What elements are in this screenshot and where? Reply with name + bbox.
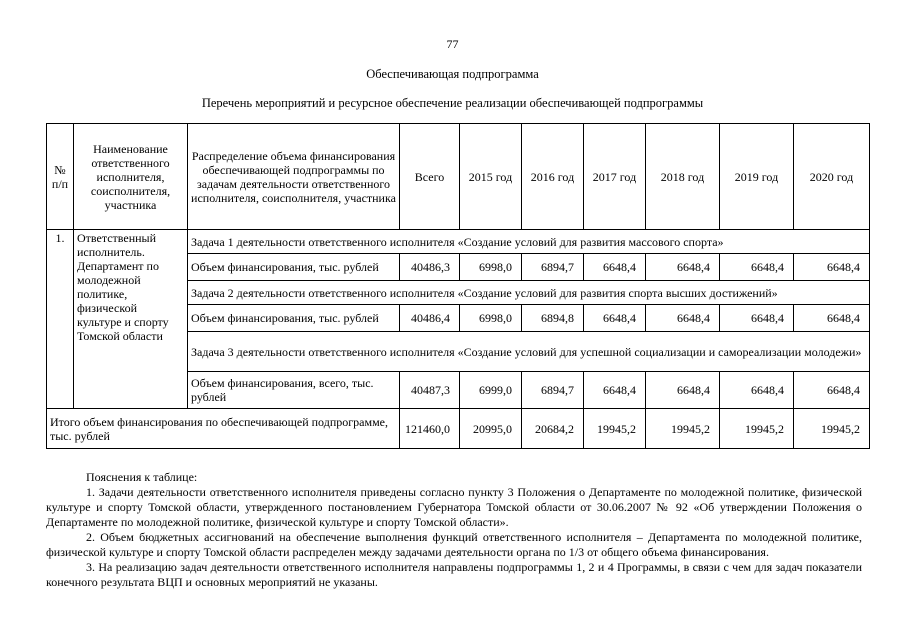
total-value: 19945,2 — [794, 409, 870, 449]
total-value: 19945,2 — [646, 409, 720, 449]
funding-value: 6998,0 — [460, 254, 522, 281]
funding-value: 6648,4 — [794, 305, 870, 332]
total-value: 19945,2 — [584, 409, 646, 449]
funding-label: Объем финансирования, тыс. рублей — [188, 305, 400, 332]
task-title: Задача 2 деятельности ответственного исполнителя «Создание условий для развития спорта высших достижений» — [188, 281, 870, 305]
header-year: 2015 год — [460, 124, 522, 230]
funding-value: 6648,4 — [584, 372, 646, 409]
funding-total: 40486,3 — [400, 254, 460, 281]
funding-value: 6648,4 — [584, 305, 646, 332]
funding-table — [46, 123, 870, 449]
header-year: 2018 год — [646, 124, 720, 230]
funding-total: 40486,4 — [400, 305, 460, 332]
header-num: № п/п — [47, 124, 74, 230]
note-item: 2. Объем бюджетных ассигнований на обеспечение выполнения функций ответственного исполнителя – Департамента по молодежной политике, физической культуре и спорту Томской области распределен между задачами деятельности органа по 1/3 от общего объема финансирования. — [46, 530, 862, 559]
page-number: 77 — [446, 37, 459, 51]
task-title: Задача 3 деятельности ответственного исполнителя «Создание условий для успешной социализации и самореализации молодежи» — [188, 332, 870, 372]
header-year: 2019 год — [720, 124, 794, 230]
header-row — [47, 124, 870, 230]
funding-value: 6648,4 — [720, 254, 794, 281]
grand-total: 121460,0 — [400, 409, 460, 449]
document-title: Обеспечивающая подпрограмма — [366, 67, 539, 81]
header-year: 2016 год — [522, 124, 584, 230]
funding-value: 6894,8 — [522, 305, 584, 332]
funding-value: 6648,4 — [794, 372, 870, 409]
funding-label: Объем финансирования, тыс. рублей — [188, 254, 400, 281]
table-notes — [46, 470, 862, 590]
funding-value: 6648,4 — [720, 305, 794, 332]
funding-value: 6648,4 — [646, 254, 720, 281]
funding-value: 6999,0 — [460, 372, 522, 409]
total-value: 19945,2 — [720, 409, 794, 449]
row-number: 1. — [47, 230, 74, 409]
funding-value: 6648,4 — [720, 372, 794, 409]
note-item: 3. На реализацию задач деятельности ответственного исполнителя направлены подпрограммы 1, 2 и 4 Программы, в связи с чем для задач показатели конечного результата ВЦП и основных мероприятий не указаны. — [46, 560, 862, 589]
total-value: 20684,2 — [522, 409, 584, 449]
note-item: 1. Задачи деятельности ответственного исполнителя приведены согласно пункту 3 Положения о Департаменте по молодежной политике, физической культуре и спорту Томской области, утвержденного постановлением Губернатора Томской области от 30.06.2007 № 92 «Об утверждении Положения о Департаменте по молодежной политике, физической культуре и спорту Томской области». — [46, 485, 862, 529]
header-distribution: Распределение объема финансирования обеспечивающей подпрограммы по задачам деятельности ответственного исполнителя, соисполнителя, участника — [188, 124, 400, 230]
document-subtitle: Перечень мероприятий и ресурсное обеспечение реализации обеспечивающей подпрограммы — [201, 96, 704, 110]
total-label: Итого объем финансирования по обеспечивающей подпрограмме, тыс. рублей — [47, 409, 400, 449]
total-row — [47, 409, 870, 449]
funding-value: 6648,4 — [794, 254, 870, 281]
funding-value: 6998,0 — [460, 305, 522, 332]
funding-value: 6648,4 — [646, 305, 720, 332]
task-title: Задача 1 деятельности ответственного исполнителя «Создание условий для развития массового спорта» — [188, 230, 870, 254]
notes-heading: Пояснения к таблице: — [86, 470, 198, 484]
funding-value: 6894,7 — [522, 254, 584, 281]
funding-value: 6648,4 — [646, 372, 720, 409]
funding-value: 6894,7 — [522, 372, 584, 409]
header-year: 2017 год — [584, 124, 646, 230]
funding-label: Объем финансирования, всего, тыс. рублей — [188, 372, 400, 409]
header-name: Наименование ответственного исполнителя, соисполнителя, участника — [74, 124, 188, 230]
header-year: 2020 год — [794, 124, 870, 230]
executor-name: Ответственный исполнитель. Департамент по молодежной политике, физической культуре и спорту Томской области — [74, 230, 188, 409]
task-title-row — [47, 230, 870, 254]
funding-value: 6648,4 — [584, 254, 646, 281]
total-value: 20995,0 — [460, 409, 522, 449]
funding-total: 40487,3 — [400, 372, 460, 409]
header-total: Всего — [400, 124, 460, 230]
